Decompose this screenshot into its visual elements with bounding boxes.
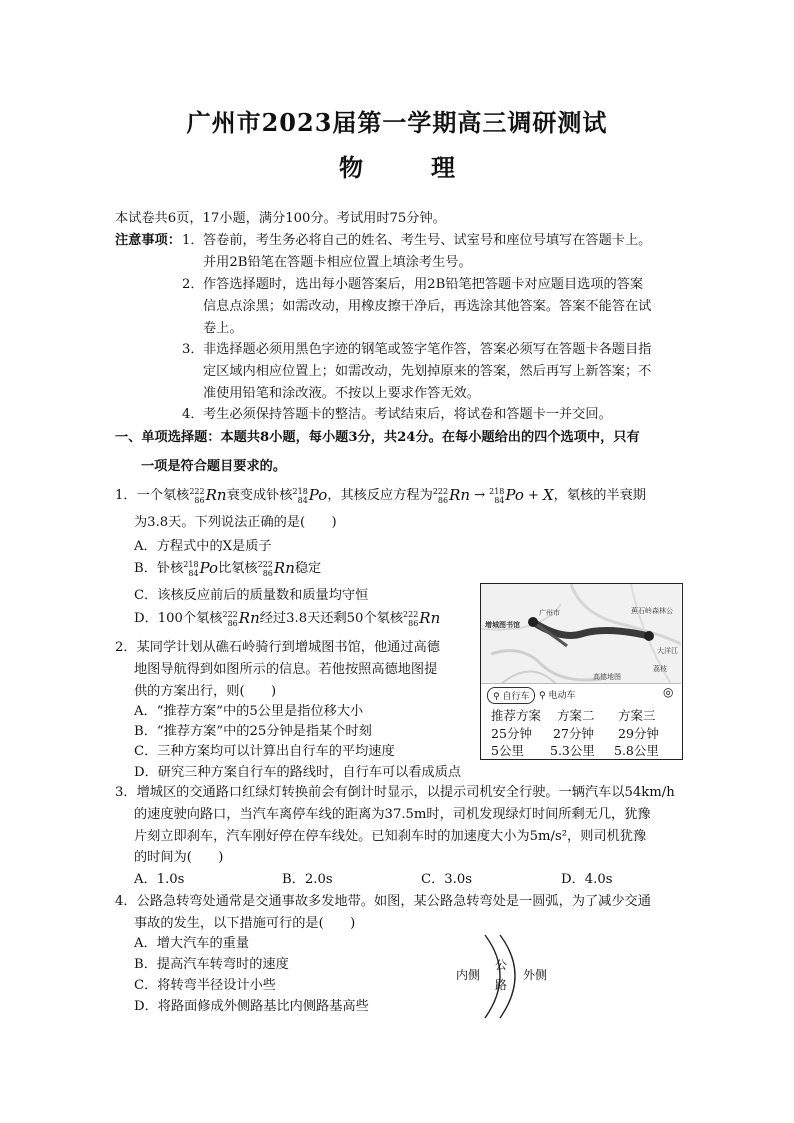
q4-option-a: A．增大汽车的重量 [134,936,250,951]
tab-bicycle[interactable]: ⚲ 自行车 [487,687,535,704]
q1-text: ，其核反应方程为 [327,488,433,503]
note-3-line: 准使用铅笔和涂改液。不按以上要求作答无效。 [203,386,480,401]
note-4-num: 4． [182,407,204,422]
q3-option-a: A．1.0s [134,872,185,887]
q1-text: 一个氡核 [136,488,190,503]
exam-info: 本试卷共6页，17小题，满分100分。考试用时75分钟。 [115,211,446,226]
note-2-num: 2． [182,277,204,292]
plus-sign: + [527,488,539,503]
q4-stem: 4．公路急转弯处通常是交通事故多发地带。如图，某公路急转弯处是一圆弧，为了减少交通 [115,894,651,909]
note-3-line: 非选择题必须用黑色字迹的钢笔或签字笔作答，答案必须写在答题卡各题目指 [203,342,652,357]
nuclide-rn: 222 86 Rn [189,486,227,505]
q1-number: 1． [115,488,137,503]
note-2-line: 信息点涂黑；如需改动，用橡皮擦干净后，再选涂其他答案。答案不能答在试 [203,299,652,314]
road-curve-figure [445,930,555,1025]
plan-time: 25分钟 [491,726,532,741]
map-label: 高德地图 [593,673,621,681]
map-roads-icon [481,584,681,684]
bicycle-icon: ⚲ [493,692,503,702]
q3-stem: 片刻立即刹车，汽车刚好停在停车线处。已知刹车时的加速度大小为5m/s²，则司机犹豫 [134,829,647,844]
q1-option-c: C．该核反应前后的质量数和质量均守恒 [134,588,369,603]
plan-distance: 5公里 [491,743,524,758]
nuclide-rn: 222 86 Rn [432,486,471,505]
note-1-num: 1． [182,233,204,248]
q2-stem: 地图导航得到如图所示的信息。若他按照高德地图提 [134,662,438,677]
plan-time: 29分钟 [618,726,659,741]
road-label: 公 [495,958,508,972]
note-3-num: 3． [182,342,204,357]
section-heading: 一、单项选择题：本题共8小题，每小题3分，共24分。在每小题给出的四个选项中，只有 [115,430,640,445]
q2-stem: 2．某同学计划从礁石岭骑行到增城图书馆，他通过高德 [115,640,440,655]
q4-option-b: B．提高汽车转弯时的速度 [134,957,289,972]
q4-option-c: C．将转弯半径设计小些 [134,978,276,993]
nuclide-po: 218 84 Po [489,486,524,505]
q4-option-d: D．将路面修成外侧路基比内侧路基高些 [134,999,369,1014]
inner-side-label: 内侧 [456,968,481,982]
q1-text: 衰变成钋核 [226,488,293,503]
note-2-line: 作答选择题时，选出每小题答案后，用2B铅笔把答题卡对应题目选项的答案 [203,277,644,292]
note-2-line: 卷上。 [203,321,243,336]
q2-option-a: A．“推荐方案”中的5公里是指位移大小 [134,704,364,719]
note-4-line: 考生必须保持答题卡的整洁。考试结束后，将试卷和答题卡一并交回。 [203,407,612,422]
road-label: 路 [495,978,508,992]
plan-time: 27分钟 [553,726,594,741]
map-label: 大洋江 [657,647,678,655]
outer-side-label: 外侧 [523,968,548,982]
q3-stem: 的速度驶向路口，当汽车离停车线的距离为37.5m时，司机发现绿灯时间所剩无几，犹豫 [134,807,651,822]
q3-option-d: D．4.0s [561,872,613,887]
q4-stem: 事故的发生，以下措施可行的是( ) [134,916,356,931]
section-heading-cont: 一项是符合题目要求的。 [141,459,287,474]
note-1-line: 答卷前，考生务必将自己的姓名、考生号、试室号和座位号填写在答题卡上。 [203,233,652,248]
q2-stem: 供的方案出行，则( ) [134,684,277,699]
q1-text: ，氡核的半衰期 [553,488,646,503]
nuclide-po: 218 84 Po [292,486,328,505]
q1-option-d: D．100个氡核 222 86 Rn 经过3.8天还剩50个氡核 222 86 Rn [134,609,441,628]
q2-option-b: B．“推荐方案”中的25分钟是指某个时刻 [134,724,372,739]
q3-option-b: B．2.0s [282,872,333,887]
map-label: 增城图书馆 [485,621,520,629]
plan-name: 方案二 [557,708,595,723]
map-label: 荔枝 [653,665,667,673]
exam-title: 广州市2023届第一学期高三调研测试 [186,108,608,137]
q1-stem [115,485,646,506]
q2-option-c: C．三种方案均可以计算出自行车的平均速度 [134,744,395,759]
q1-option-a: A．方程式中的X是质子 [134,539,272,554]
q2-option-d: D．研究三种方案自行车的路线时，自行车可以看成质点 [134,765,462,780]
travel-mode-bar [481,683,681,706]
q3-stem: 的时间为( ) [134,850,224,865]
map-label: 广州市 [539,609,560,617]
plan-name: 推荐方案 [491,708,542,723]
particle-x: X [542,486,554,504]
tab-ebike[interactable]: ⚲ 电动车 [539,691,576,701]
note-1-line: 并用2B铅笔在答题卡相应位置上填涂考生号。 [203,255,472,270]
scooter-icon: ⚲ [539,691,549,701]
plan-distance: 5.8公里 [614,743,659,758]
q3-option-c: C．3.0s [421,872,473,887]
navigation-map-figure [480,583,683,760]
arrow-icon: → [474,488,486,503]
q1-option-b: B．钋核 218 84 Po 比氡核 222 86 Rn 稳定 [134,559,322,578]
q3-stem: 3．增城区的交通路口红绿灯转换前会有倒计时显示，以提示司机安全行驶。一辆汽车以54km/h [115,785,675,800]
note-3-line: 定区域内相应位置上；如需改动，先划掉原来的答案，然后再写上新答案；不 [203,364,652,379]
subject-title: 物 理 [339,153,477,182]
notice-label: 注意事项： [115,233,181,248]
q1-stem-cont: 为3.8天。下列说法正确的是( ) [134,515,337,530]
locate-icon[interactable]: ◎ [663,685,674,699]
plan-name: 方案三 [618,708,656,723]
map-label: 蕉石岭森林公 [631,607,673,615]
plan-distance: 5.3公里 [550,743,595,758]
